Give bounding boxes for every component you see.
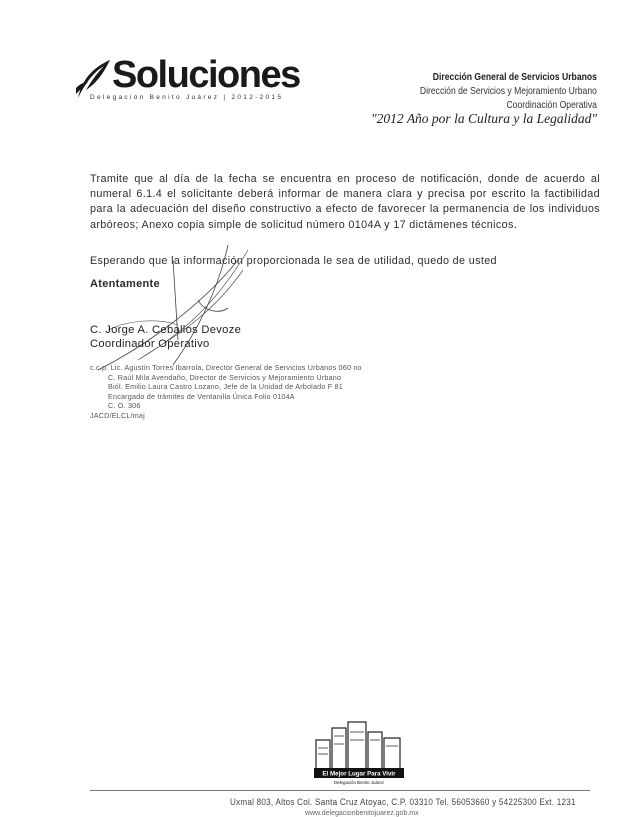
signatory-title: Coordinador Operativo [90,338,210,350]
year-motto: "2012 Año por la Cultura y la Legalidad" [371,111,597,126]
footer-url: www.delegacionbenitojuarez.gob.mx [305,810,419,817]
brand-tagline: Delegación Benito Juárez | 2012-2015 [90,94,284,101]
closing-line: Esperando que la información proporcionada le sea de utilidad, quedo de usted [90,255,497,267]
salutation: Atentamente [90,278,160,290]
emblem-caption: El Mejor Lugar Para Vivir [322,770,396,778]
delegacion-emblem-icon [312,718,406,786]
ccp-line: C. Raúl Mila Avendaño, Director de Servicios y Mejoramiento Urbano [108,372,342,382]
department-line-2: Dirección de Servicios y Mejoramiento Urbano [419,85,597,97]
carbon-copy-list [90,363,362,421]
body-paragraph: Tramite que al día de la fecha se encuentra en proceso de notificación, donde de acuerdo al numeral 6.1.4 el solicitante deberá informar de manera clara y precisa por escrito la factibilidad para la adecuación del diseño constructivo a efecto de favorecer la permanencia de los individuos arbóreos; Anexo copia simple de solicitud número 0104A y 17 dictámenes técnicos. [90,173,600,231]
ccp-line: C. O. 306 [108,401,141,411]
department-line-3: Coordinación Operativa [506,99,597,111]
footer-address: Uxmal 803, Altos Col. Santa Cruz Atoyac, C.P. 03310 Tel. 56053660 y 54225300 Ext. 1231 [230,797,576,808]
emblem-subcaption: Delegación Benito Juárez [333,780,385,785]
handwritten-signature [78,200,308,390]
ccp-line: c.c.p. Lic. Agustín Torres Ibarrola, Director General de Servicios Urbanos 060 no [90,363,362,372]
signatory-name: C. Jorge A. Ceballos Devoze [90,324,242,336]
footer-divider [90,790,590,791]
department-header [420,70,597,112]
ccp-line: Encargado de trámites de Ventanilla Única Folio 0104A [108,391,295,401]
reference-initials: JACD/ELCL/maj [90,410,145,420]
department-line-1: Dirección General de Servicios Urbanos [432,71,597,83]
brand-wordmark: Soluciones [112,54,300,96]
ccp-line: Biól. Emilio Laura Castro Lozano, Jefe de la Unidad de Arbolado F 81 [108,382,343,392]
